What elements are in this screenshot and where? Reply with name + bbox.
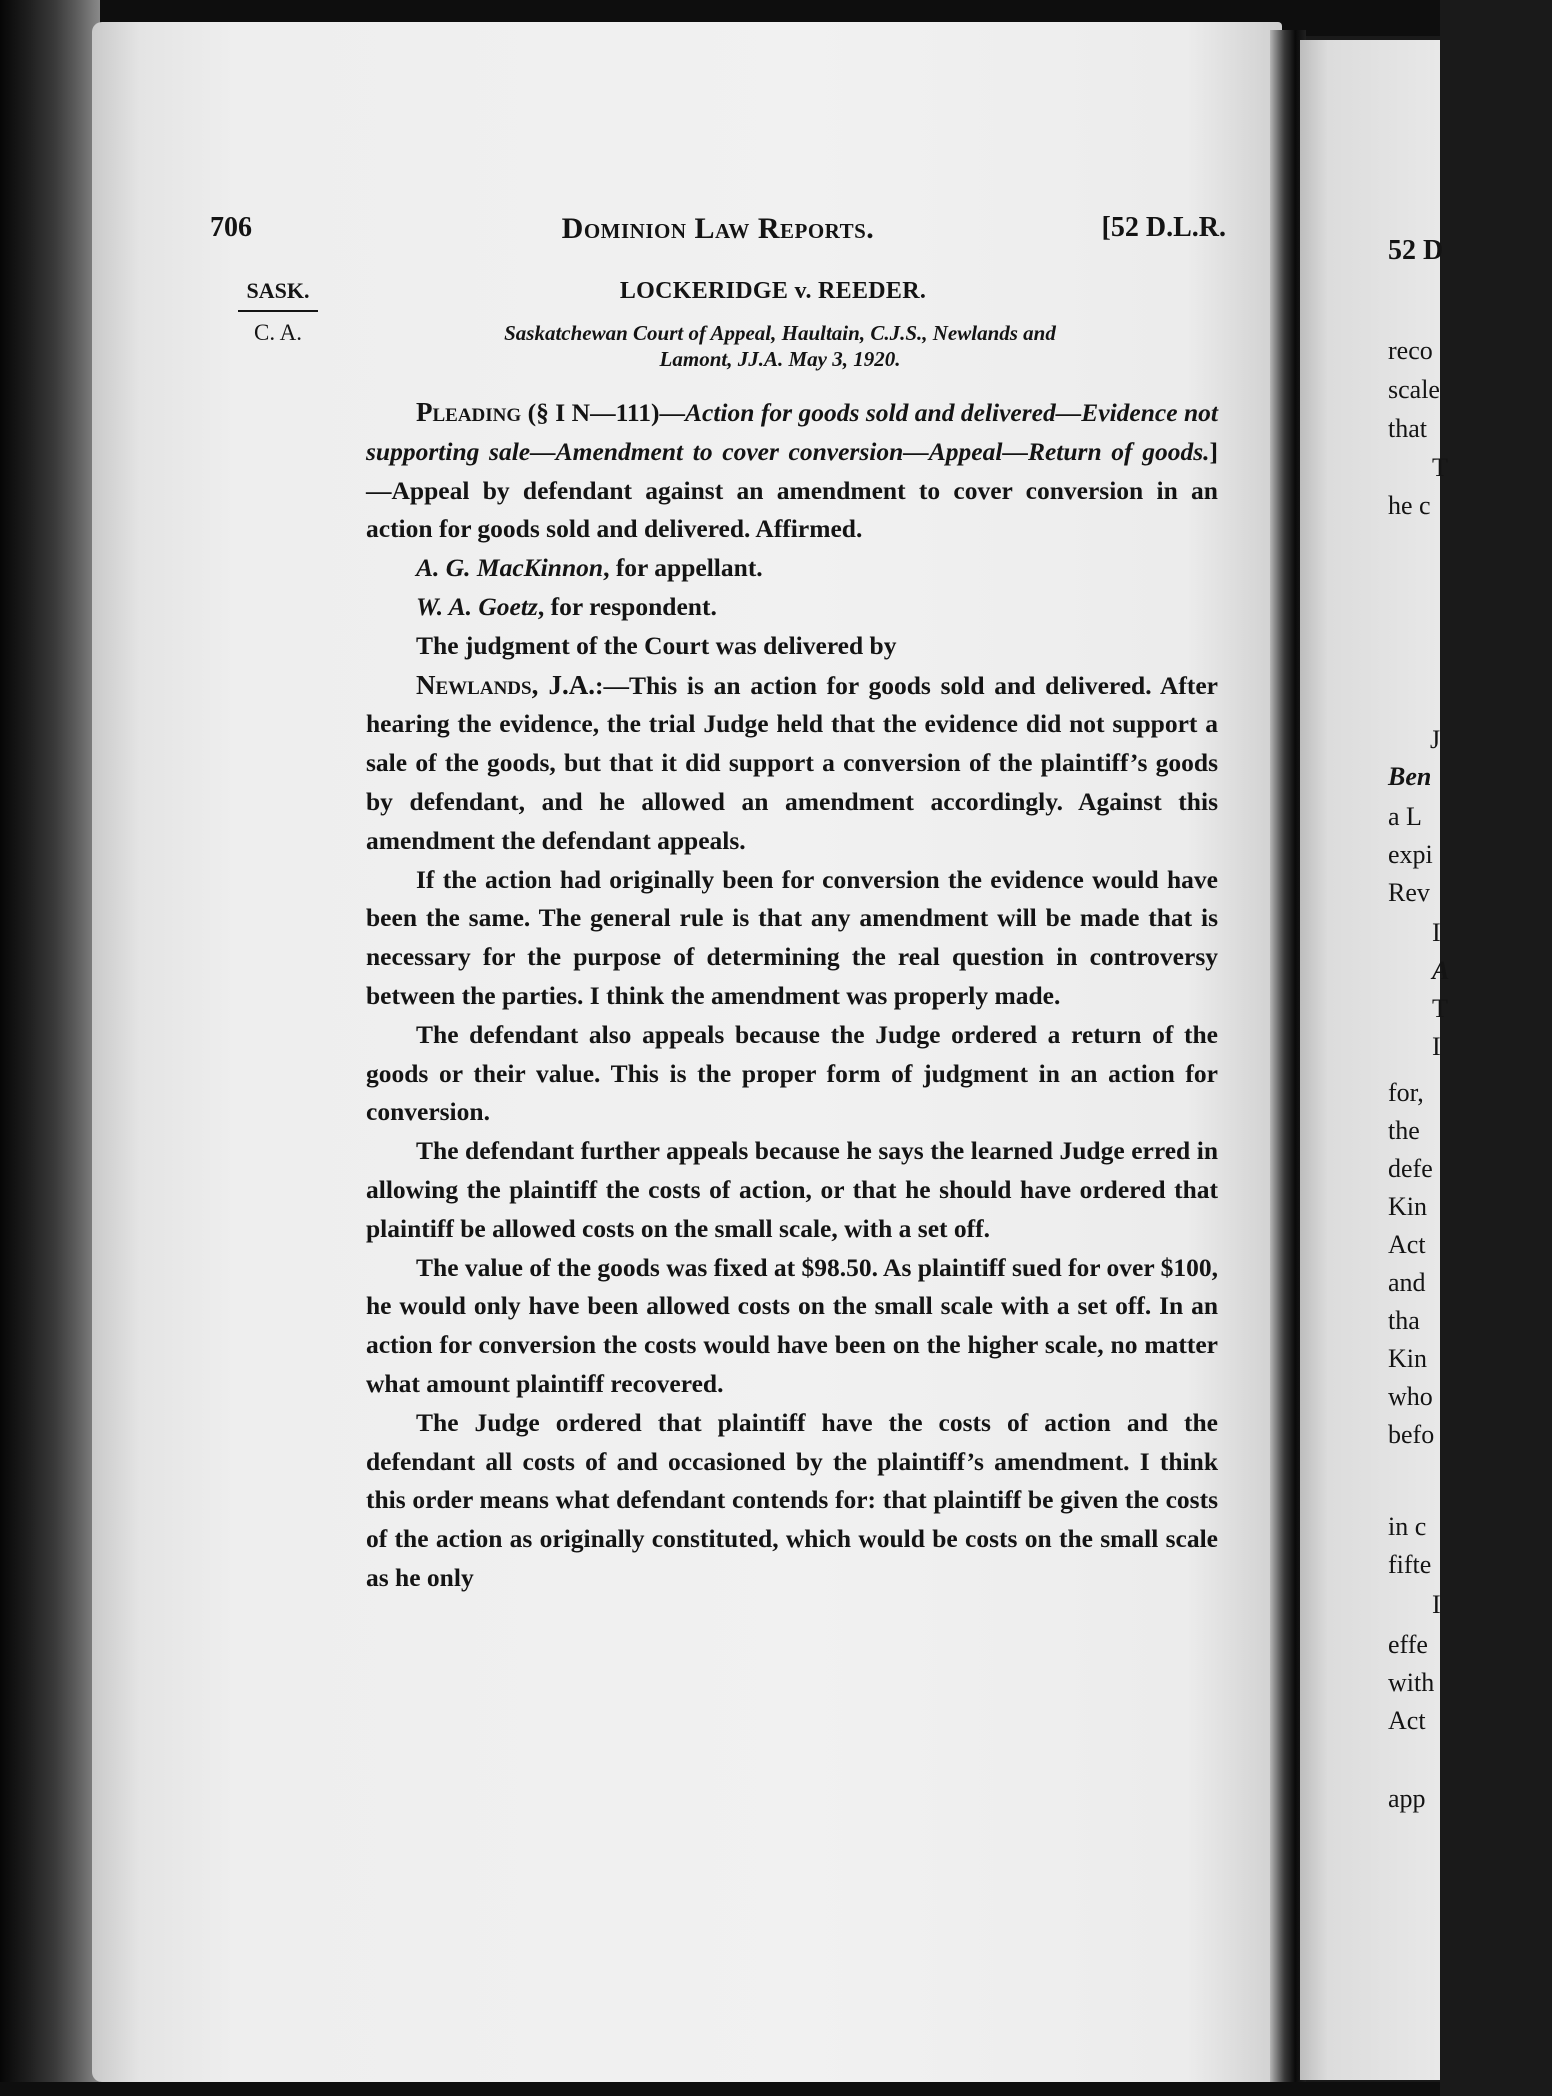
counsel-name: A. G. MacKinnon bbox=[416, 553, 604, 583]
counsel-appellant bbox=[366, 549, 1218, 588]
facing-line: 52 D bbox=[1388, 235, 1444, 266]
case-title: LOCKERIDGE v. REEDER. bbox=[619, 278, 927, 304]
volume-reference: [52 D.L.R. bbox=[1101, 212, 1226, 243]
judgment-paragraph: The value of the goods was fixed at $98.50. As plaintiff sued for over $100, he would only have been allowed costs on the small scale with a set off. In an action for conversion the costs would have been on the higher scale, no matter what amount plaintiff recovered. bbox=[366, 1252, 1218, 1398]
journal-title: Dominion Law Reports. bbox=[561, 212, 875, 245]
facing-line: I bbox=[1432, 1032, 1441, 1061]
judgment-paragraph: The Judge ordered that plaintiff have the costs of action and the defendant all costs of and occasioned by the plaintiff’s amendment. I think this order means what defendant contends for: that plaintiff be given the costs of the action as originally constituted, which would be costs on the small scale as he only bbox=[366, 1407, 1218, 1592]
counsel-respondent bbox=[366, 588, 1218, 627]
facing-line: app bbox=[1388, 1784, 1426, 1813]
facing-line: the bbox=[1388, 1116, 1420, 1145]
facing-line: Act bbox=[1388, 1230, 1426, 1259]
facing-line: Rev bbox=[1388, 878, 1430, 907]
facing-page bbox=[1300, 40, 1450, 2080]
facing-line: befo bbox=[1388, 1420, 1435, 1449]
facing-line: tha bbox=[1388, 1306, 1420, 1335]
province-label: SASK. bbox=[238, 278, 318, 312]
judgment-paragraph: If the action had originally been for conversion the evidence would have been the same. The general rule is that any amendment will be made that is necessary for the purpose of determining the real question in controversy between the parties. I think the amendment was properly made. bbox=[366, 864, 1218, 1010]
page-number: 706 bbox=[210, 212, 252, 243]
judgment-paragraph bbox=[366, 666, 1218, 861]
facing-line: Kin bbox=[1388, 1344, 1427, 1373]
facing-line: in c bbox=[1388, 1512, 1427, 1541]
judge-name: Newlands, J.A. bbox=[416, 669, 595, 700]
facing-line: and bbox=[1388, 1268, 1426, 1297]
facing-line: fifte bbox=[1388, 1550, 1432, 1579]
delivered-by: The judgment of the Court was delivered by bbox=[416, 630, 897, 660]
facing-line: T bbox=[1432, 994, 1448, 1023]
facing-line: Kin bbox=[1388, 1192, 1427, 1221]
counsel-role: , for respondent. bbox=[537, 591, 717, 621]
facing-line: A bbox=[1432, 956, 1450, 985]
facing-line: T bbox=[1432, 453, 1448, 482]
facing-line: I bbox=[1432, 918, 1441, 947]
counsel-name: W. A. Goetz bbox=[416, 591, 538, 621]
court-and-date bbox=[400, 320, 1160, 372]
facing-line: I bbox=[1432, 1590, 1441, 1619]
court-line-2: Lamont, JJ.A. May 3, 1920. bbox=[659, 347, 901, 371]
facing-line: with bbox=[1388, 1668, 1435, 1697]
facing-line: J bbox=[1430, 725, 1441, 754]
facing-line: Act bbox=[1388, 1706, 1426, 1735]
facing-line: a L bbox=[1388, 802, 1422, 831]
headnote-rest: ]—Appeal by defendant against an amendment to cover conversion in an action for goods sold and delivered. Affirmed. bbox=[366, 436, 1218, 544]
judgment-paragraph: The defendant also appeals because the Judge ordered a return of the goods or their value. This is the proper form of judgment in an action for conversion. bbox=[366, 1019, 1218, 1127]
headnote bbox=[366, 393, 1218, 549]
judgment-body bbox=[366, 393, 1218, 1598]
facing-line: that bbox=[1388, 414, 1427, 443]
facing-line: Ben bbox=[1388, 762, 1432, 791]
facing-line: for, bbox=[1388, 1078, 1424, 1107]
margin-court-note bbox=[238, 278, 318, 346]
headnote-heading: Pleading bbox=[416, 397, 522, 427]
facing-line: he c bbox=[1388, 491, 1431, 520]
facing-line: expi bbox=[1388, 840, 1433, 869]
court-division-label: C. A. bbox=[254, 320, 302, 345]
judgment-paragraph: The defendant further appeals because he says the learned Judge erred in allowing the plaintiff the costs of action, or that he should have ordered that plaintiff be allowed costs on the small scale, with a set off. bbox=[366, 1136, 1218, 1243]
counsel-role: , for appellant. bbox=[603, 553, 763, 583]
facing-line: defe bbox=[1388, 1154, 1433, 1183]
facing-line: who bbox=[1388, 1382, 1433, 1411]
scan-bottom-border bbox=[0, 2082, 1440, 2096]
court-line-1: Saskatchewan Court of Appeal, Haultain, C.J.S., Newlands and bbox=[504, 321, 1056, 345]
facing-line: effe bbox=[1388, 1630, 1428, 1659]
book-spine-edge bbox=[0, 0, 100, 2096]
facing-line: reco bbox=[1388, 336, 1433, 365]
paragraph-text: :—This is an action for goods sold and delivered. After hearing the evidence, the trial Judge held that the evidence did not support a sale of the goods, but that it did support a conversion of the plaintiff’s goods by defendant, and he allowed an amendment accordingly. Against this amendment the defendant appeals. bbox=[366, 670, 1218, 855]
facing-line: scale bbox=[1388, 375, 1440, 404]
headnote-section: (§ I N—111)— bbox=[521, 398, 685, 427]
running-head bbox=[210, 212, 1226, 248]
headnote-italic: Action for goods sold and delivered—Evidence not supporting sale—Amendment to cover conversion—Appeal—Return of goods. bbox=[366, 398, 1218, 466]
